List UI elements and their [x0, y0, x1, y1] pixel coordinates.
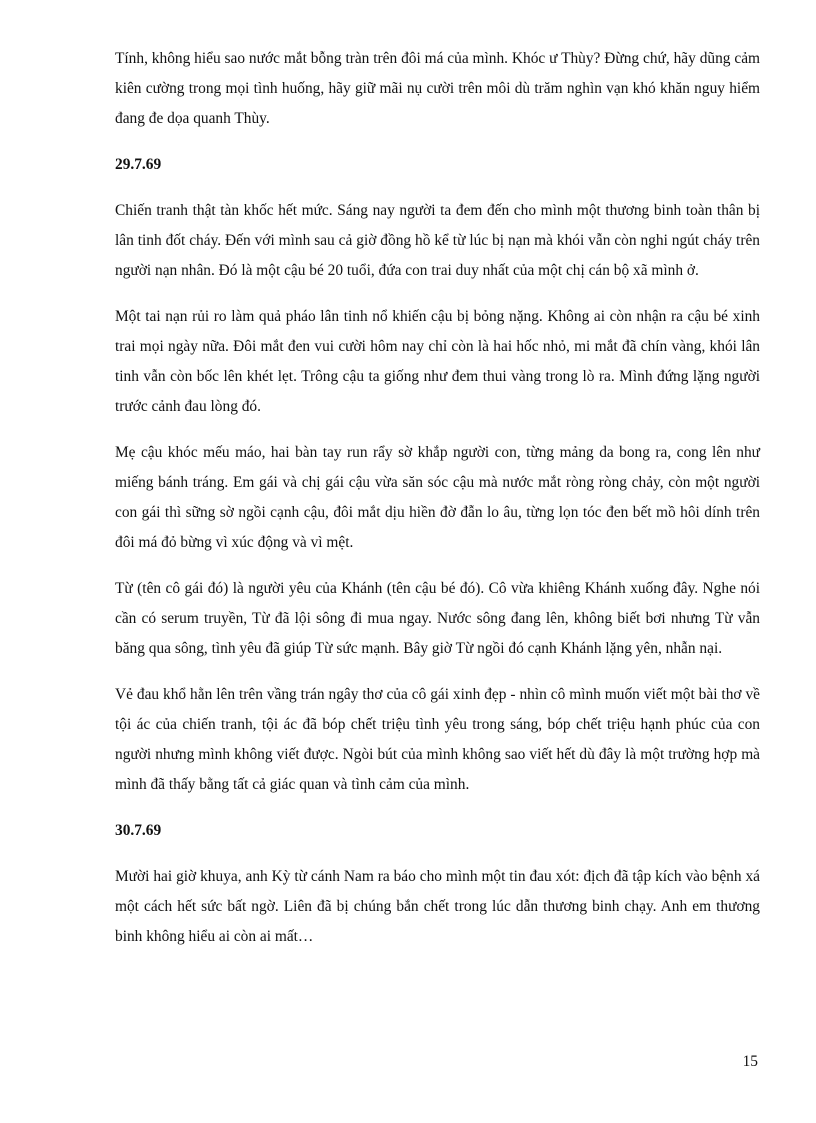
paragraph: Từ (tên cô gái đó) là người yêu của Khánh (tên cậu bé đó). Cô vừa khiêng Khánh xuống đây. Nghe nói cần có serum truyền, Từ đã lội sông đi mua ngay. Nước sông đang lên, không biết bơi nhưng Từ vẫn băng qua sông, tình yêu đã giúp Từ sức mạnh. Bây giờ Từ ngồi đó cạnh Khánh lặng yên, nhẫn nại.	[115, 580, 760, 657]
page-number: 15	[742, 1053, 758, 1070]
diary-date-heading: 30.7.69	[115, 822, 162, 839]
diary-date-heading: 29.7.69	[115, 156, 162, 173]
paragraph-intro: Tính, không hiểu sao nước mắt bỗng tràn trên đôi má của mình. Khóc ư Thùy? Đừng chứ, hãy dũng cảm kiên cường trong mọi tình huống, hãy giữ mãi nụ cười trên môi dù trăm nghìn vạn khó khăn nguy hiểm đang đe dọa quanh Thùy.	[115, 50, 760, 127]
paragraph: Mẹ cậu khóc mếu máo, hai bàn tay run rẩy sờ khắp người con, từng mảng da bong ra, cong lên như miếng bánh tráng. Em gái và chị gái cậu vừa săn sóc cậu mà nước mắt ròng ròng chảy, còn một người con gái thì sững sờ ngồi cạnh cậu, đôi mắt dịu hiền đờ đẫn lo âu, từng lọn tóc đen bết mồ hôi dính trên đôi má đỏ bừng vì xúc động và vì mệt.	[115, 444, 760, 551]
paragraph: Mười hai giờ khuya, anh Kỳ từ cánh Nam ra báo cho mình một tin đau xót: địch đã tập kích vào bệnh xá một cách hết sức bất ngờ. Liên đã bị chúng bắn chết trong lúc dẫn thương binh chạy. Anh em thương binh không hiểu ai còn ai mất…	[115, 868, 760, 945]
paragraph: Chiến tranh thật tàn khốc hết mức. Sáng nay người ta đem đến cho mình một thương binh toàn thân bị lân tinh đốt cháy. Đến với mình sau cả giờ đồng hồ kể từ lúc bị nạn mà khói vẫn còn nghi ngút cháy trên người nạn nhân. Đó là một cậu bé 20 tuổi, đứa con trai duy nhất của một chị cán bộ xã mình ở.	[115, 202, 760, 279]
document-page	[115, 44, 760, 968]
paragraph: Vẻ đau khổ hằn lên trên vầng trán ngây thơ của cô gái xinh đẹp - nhìn cô mình muốn viết một bài thơ về tội ác của chiến tranh, tội ác đã bóp chết triệu tình yêu trong sáng, bóp chết triệu hạnh phúc của con người nhưng mình không viết được. Ngòi bút của mình không sao viết hết dù đây là một trường hợp mà mình đã thấy bằng tất cả giác quan và tình cảm của mình.	[115, 686, 760, 793]
paragraph: Một tai nạn rủi ro làm quả pháo lân tinh nổ khiến cậu bị bỏng nặng. Không ai còn nhận ra cậu bé xinh trai mọi ngày nữa. Đôi mắt đen vui cười hôm nay chỉ còn là hai hốc nhỏ, mi mắt đã chín vàng, khói lân tinh vẫn còn bốc lên khét lẹt. Trông cậu ta giống như đem thui vàng trong lò ra. Mình đứng lặng người trước cảnh đau lòng đó.	[115, 308, 760, 415]
